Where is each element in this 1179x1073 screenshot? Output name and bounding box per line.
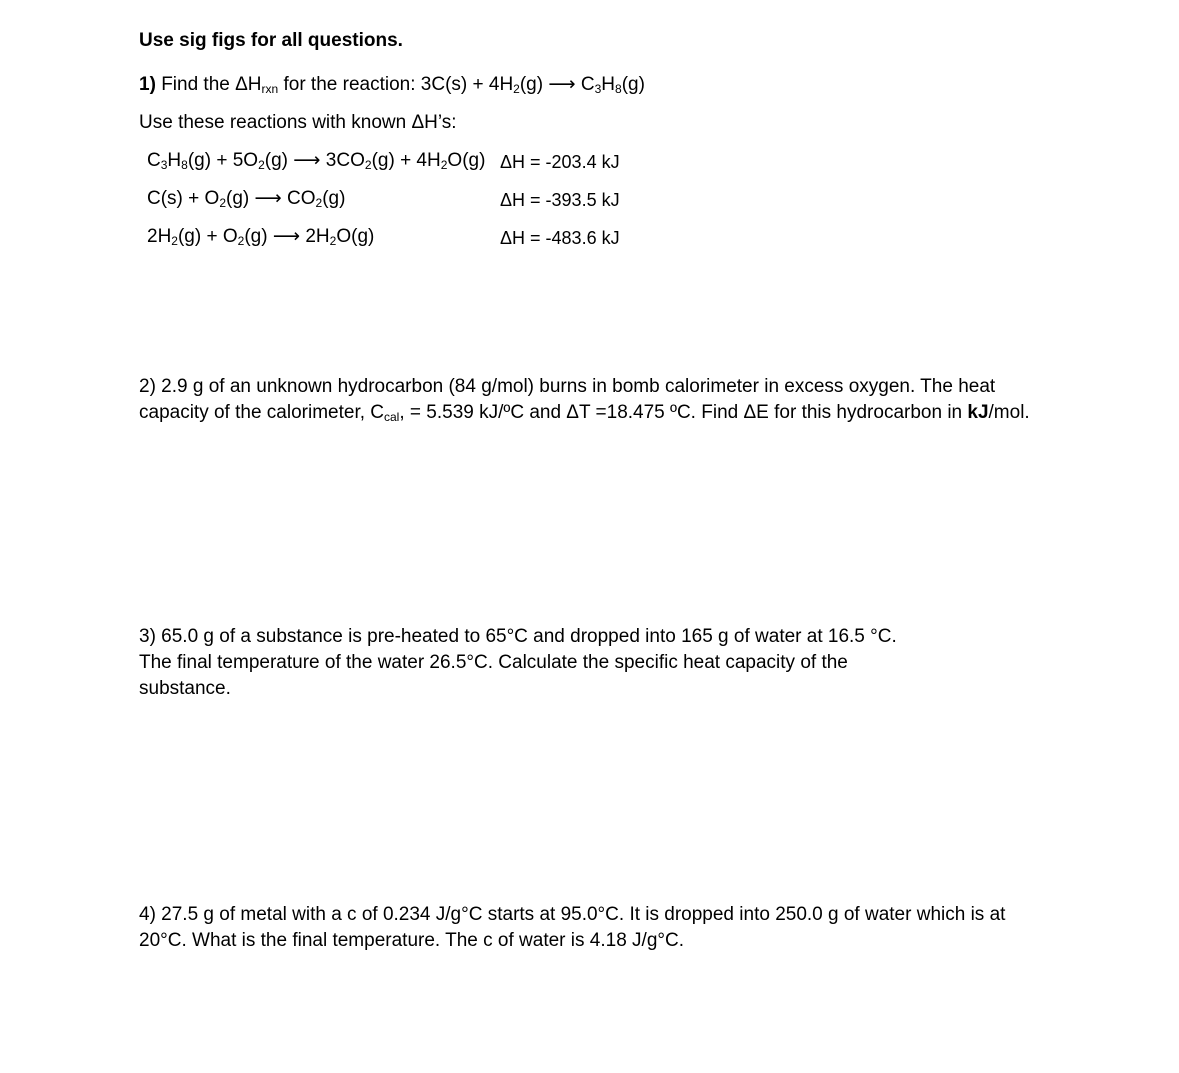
question-3 [139, 624, 897, 702]
r1-p10: (g) + 4H [371, 150, 441, 171]
question-3-line-3: substance. [139, 678, 231, 699]
r1-p12: O(g) [447, 150, 486, 171]
known-reactions-intro: Use these reactions with known ΔH’s: [139, 112, 457, 133]
r3-p3: 2 [237, 234, 245, 248]
r2-p0: C(s) + O [147, 188, 220, 209]
question-2-line-2 [139, 400, 1030, 426]
r3-p0: 2H [147, 226, 172, 247]
r3-p8: O(g) [336, 226, 375, 247]
question-4 [139, 902, 1005, 954]
r2-p5: 2 [315, 196, 323, 210]
question-1-number: 1) [139, 74, 156, 95]
r1-p6: (g) [264, 150, 294, 171]
q2-line2-a: capacity of the calorimeter, C [139, 402, 384, 423]
known-reaction-3 [147, 226, 374, 248]
question-1-prompt [139, 74, 645, 96]
q2-line2-b: , = 5.539 kJ/ºC and ΔT =18.475 ºC. Find ΔE for this hydrocarbon in [399, 402, 968, 423]
r3-p6: 2H [300, 226, 330, 247]
q1-target-sub-c: 3 [594, 82, 602, 96]
reaction-arrow: ⟶ [254, 188, 282, 209]
q1-prompt-prefix: Find the ΔH [161, 74, 262, 95]
known-reaction-2 [147, 188, 345, 210]
q1-target-sub-h: 8 [615, 82, 622, 96]
r1-p9: 2 [364, 158, 372, 172]
r1-p8: 3CO [320, 150, 365, 171]
r1-p3: 8 [181, 158, 188, 172]
known-reaction-1 [147, 150, 485, 172]
known-reaction-1-enthalpy: ΔH = -203.4 kJ [500, 152, 620, 172]
r1-p5: 2 [258, 158, 265, 172]
reaction-arrow: ⟶ [272, 226, 301, 247]
reaction-arrow: ⟶ [293, 150, 321, 171]
question-3-line-1: 3) 65.0 g of a substance is pre-heated to 65°C and dropped into 165 g of water at 16.5 °C. [139, 626, 897, 647]
r1-p0: C [147, 150, 161, 171]
question-4-line-1: 4) 27.5 g of metal with a c of 0.234 J/g°C starts at 95.0°C. It is dropped into 250.0 g of water which is at [139, 904, 1006, 925]
r3-p2: (g) + O [177, 226, 238, 247]
q2-line2-c: /mol. [988, 402, 1030, 423]
r2-p6: (g) [322, 188, 346, 209]
known-reaction-2-enthalpy: ΔH = -393.5 kJ [500, 190, 620, 210]
r2-p4: CO [281, 188, 316, 209]
r2-p2: (g) [226, 188, 255, 209]
instructions-heading: Use sig figs for all questions. [139, 30, 403, 51]
known-reaction-3-enthalpy: ΔH = -483.6 kJ [500, 228, 620, 248]
q1-prompt-suffix: for the reaction: 3C(s) + 4H [278, 74, 514, 95]
q1-target-product-a: C [575, 74, 595, 95]
q2-line2-bold: kJ [967, 402, 989, 423]
q1-target-product-b: H [601, 74, 616, 95]
q2-line2-sub: cal [384, 410, 400, 424]
r3-p4: (g) [244, 226, 273, 247]
r1-p2: H [167, 150, 182, 171]
r3-p1: 2 [171, 234, 178, 248]
q1-target-product-c: (g) [621, 74, 645, 95]
question-2 [139, 374, 1030, 426]
r1-p11: 2 [440, 158, 448, 172]
q1-target-sub-h2: 2 [513, 82, 520, 96]
question-2-line-1: 2) 2.9 g of an unknown hydrocarbon (84 g/mol) burns in bomb calorimeter in excess oxygen. The heat [139, 376, 996, 397]
r1-p1: 3 [160, 158, 168, 172]
r3-p7: 2 [329, 234, 337, 248]
q1-target-mid: (g) [519, 74, 549, 95]
reaction-arrow: ⟶ [548, 74, 576, 95]
question-4-line-2: 20°C. What is the final temperature. The c of water is 4.18 J/g°C. [139, 930, 684, 951]
r2-p1: 2 [219, 196, 226, 210]
q1-prompt-sub: rxn [261, 82, 279, 96]
r1-p4: (g) + 5O [187, 150, 259, 171]
question-3-line-2: The final temperature of the water 26.5°C. Calculate the specific heat capacity of the [139, 652, 848, 673]
